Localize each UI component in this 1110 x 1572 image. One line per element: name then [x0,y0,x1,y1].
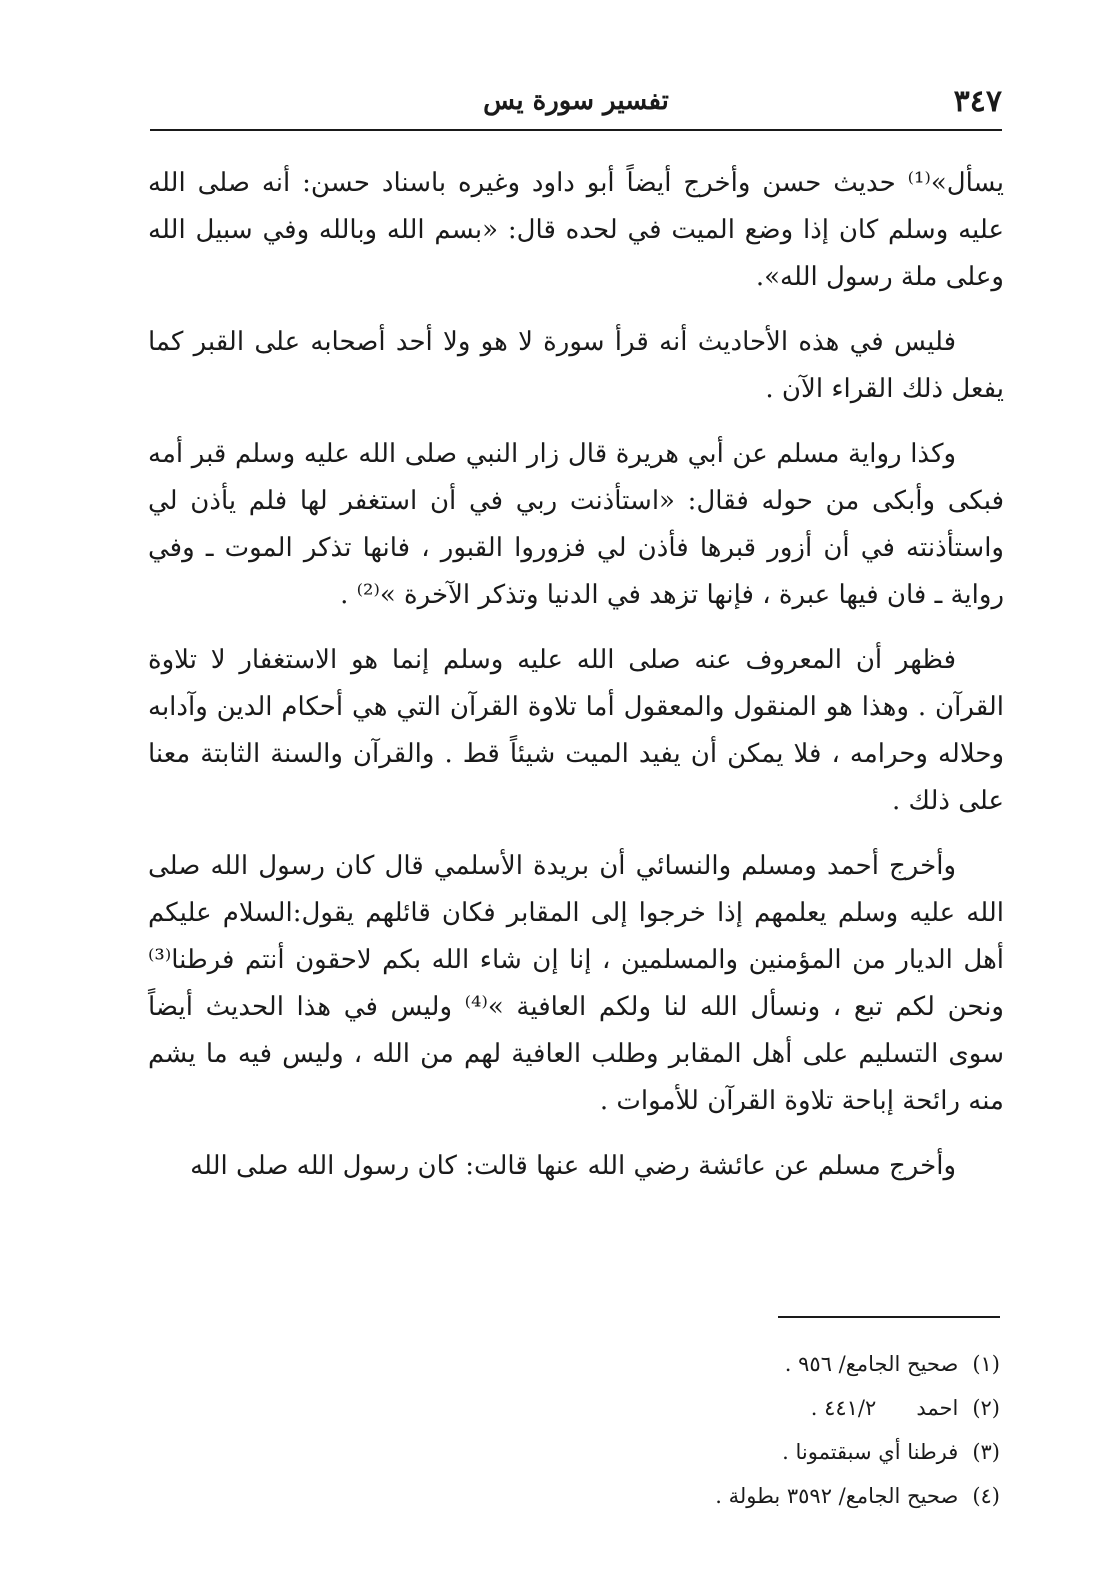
footnote-number: (٢) [972,1396,1000,1420]
footnote-number: (٤) [972,1484,1000,1508]
paragraph-3: وكذا رواية مسلم عن أبي هريرة قال زار النبي صلى الله عليه وسلم قبر أمه فبكى وأبكى من حوله فقال: «استأذنت ربي في أن استغفر لها فلم يأذن لي واستأذنته في أن أزور قبرها فأذن لي فزوروا القبور ، فانها تذكر الموت ـ وفي رواية ـ فان فيها عبرة ، فإنها تزهد في الدنيا وتذكر الآخرة »⁽²⁾ . [148,439,1004,610]
footnote-3 [400,1430,1000,1474]
footnote-text: احمد ٤٤١/٢ . [810,1396,959,1420]
paragraph-4: فظهر أن المعروف عنه صلى الله عليه وسلم إنما هو الاستغفار لا تلاوة القرآن . وهذا هو المنقول والمعقول أما تلاوة القرآن التي هي أحكام الدين وآدابه وحلاله وحرامه ، فلا يمكن أن يفيد الميت شيئاً قط . والقرآن والسنة الثابتة معنا على ذلك . [148,645,1004,816]
footnote-4 [400,1474,1000,1518]
footnote-1 [400,1342,1000,1386]
footnote-divider [778,1316,1000,1318]
footnotes [400,1342,1000,1518]
main-text [148,160,1004,1208]
paragraph-1: يسأل»⁽¹⁾ حديث حسن وأخرج أيضاً أبو داود وغيره باسناد حسن: أنه صلى الله عليه وسلم كان إذا وضع الميت في لحده قال: «بسم الله وبالله وفي سبيل الله وعلى ملة رسول الله». [148,168,1004,292]
footnote-number: (١) [972,1352,1000,1376]
footnote-text: صحيح الجامع/ ٩٥٦ . [784,1352,959,1376]
footnote-2 [400,1386,1000,1430]
page-number: ٣٤٧ [953,84,1002,119]
footnote-text: فرطنا أي سبقتمونا . [782,1440,959,1464]
page-header [150,78,1002,132]
running-title: تفسير سورة يس [483,86,669,116]
paragraph-5: وأخرج أحمد ومسلم والنسائي أن بريدة الأسلمي قال كان رسول الله صلى الله عليه وسلم يعلمهم إذا خرجوا إلى المقابر فكان قائلهم يقول:السلام عليكم أهل الديار من المؤمنين والمسلمين ، إنا إن شاء الله بكم لاحقون أنتم فرطنا⁽³⁾ ونحن لكم تبع ، ونسأل الله لنا ولكم العافية »⁽⁴⁾ وليس في هذا الحديث أيضاً سوى التسليم على أهل المقابر وطلب العافية لهم من الله ، وليس فيه ما يشم منه رائحة إباحة تلاوة القرآن للأموات . [148,851,1004,1116]
paragraph-6: وأخرج مسلم عن عائشة رضي الله عنها قالت: كان رسول الله صلى الله [190,1151,956,1181]
header-divider [150,129,1002,131]
footnote-number: (٣) [972,1440,1000,1464]
paragraph-2: فليس في هذه الأحاديث أنه قرأ سورة لا هو ولا أحد أصحابه على القبر كما يفعل ذلك القراء الآن . [148,327,1004,404]
footnote-text: صحيح الجامع/ ٣٥٩٢ بطولة . [715,1484,959,1508]
